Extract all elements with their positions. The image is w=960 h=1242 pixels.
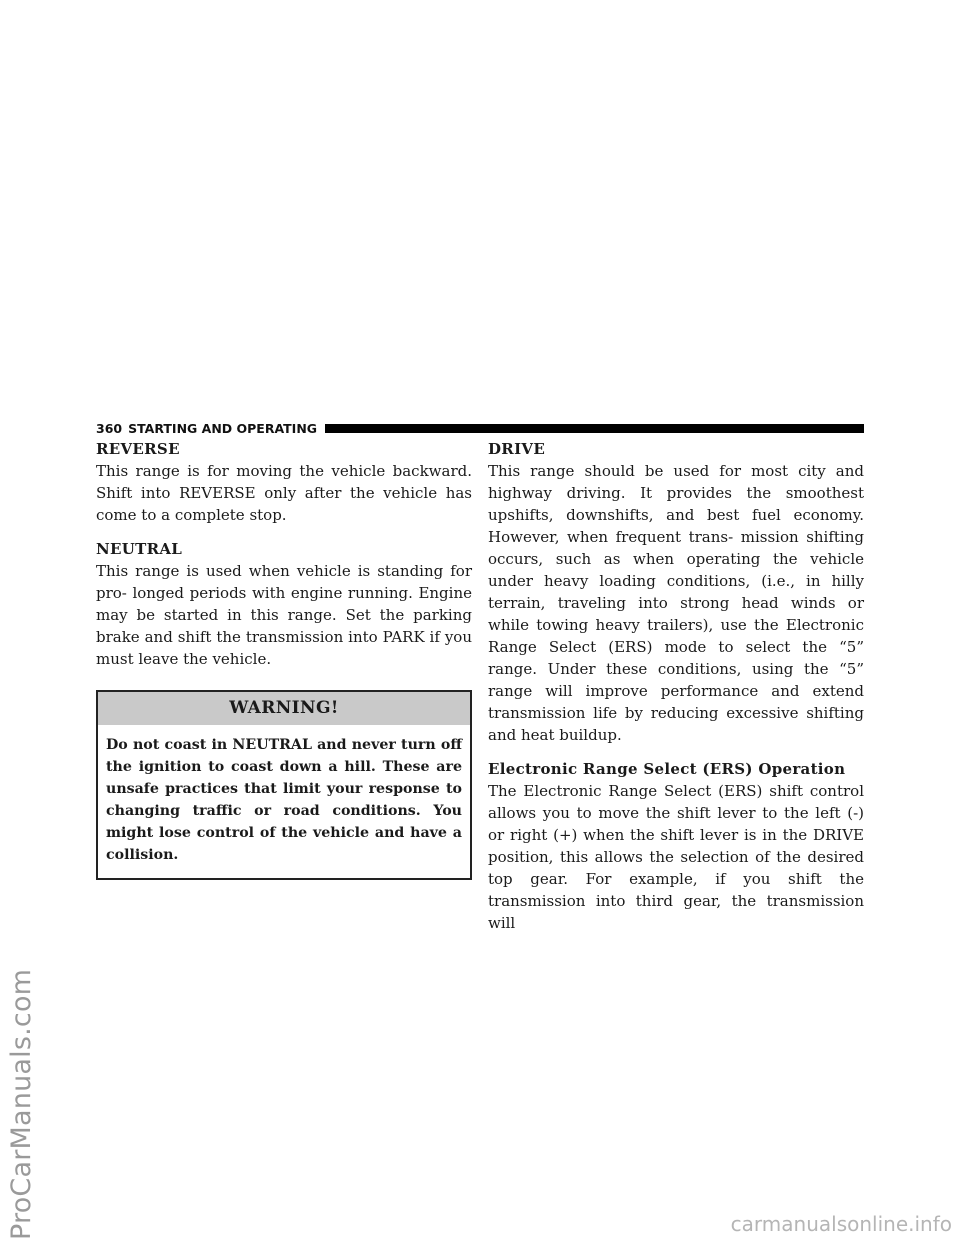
bottom-watermark: carmanualsonline.info bbox=[730, 1212, 952, 1236]
header-rule bbox=[325, 424, 864, 433]
ers-heading: Electronic Range Select (ERS) Operation bbox=[488, 760, 846, 778]
left-column bbox=[96, 440, 472, 880]
page-header bbox=[96, 420, 864, 436]
warning-box bbox=[96, 690, 472, 880]
drive-heading: DRIVE bbox=[488, 440, 546, 458]
reverse-text: This range is for moving the vehicle backward. Shift into REVERSE only after the vehicle has come to a complete stop. bbox=[96, 462, 472, 524]
side-watermark: ProCarManuals.com bbox=[6, 968, 37, 1240]
warning-heading: WARNING! bbox=[98, 692, 470, 725]
neutral-text: This range is used when vehicle is standing for pro- longed periods with engine running. Engine may be started in this range. Set the parking brake and shift the transmission into PARK if you must leave the vehicle. bbox=[96, 562, 472, 668]
drive-text: This range should be used for most city and highway driving. It provides the smoothest upshifts, downshifts, and best fuel economy. However, when frequent trans- mission shifting occurs, such as when operating the vehicle under heavy loading conditions, (i.e., in hilly terrain, traveling into strong head winds or while towing heavy trailers), use the Electronic Range Select (ERS) mode to select the “5” range. Under these conditions, using the “5” range will improve performance and extend transmission life by reducing excessive shifting and heat buildup. bbox=[488, 462, 864, 744]
section-title: STARTING AND OPERATING bbox=[128, 420, 318, 436]
right-column bbox=[488, 440, 864, 948]
page-number: 360 bbox=[96, 420, 123, 436]
neutral-heading: NEUTRAL bbox=[96, 540, 183, 558]
reverse-heading: REVERSE bbox=[96, 440, 180, 458]
ers-text: The Electronic Range Select (ERS) shift control allows you to move the shift lever to the left (-) or right (+) when the shift lever is in the DRIVE position, this allows the selection of the desired top gear. For example, if you shift the transmission into third gear, the transmission will bbox=[488, 782, 864, 932]
warning-text: Do not coast in NEUTRAL and never turn off the ignition to coast down a hill. These are unsafe practices that limit your response to changing traffic or road conditions. You might lose control of the vehicle and have a collision. bbox=[106, 737, 462, 863]
